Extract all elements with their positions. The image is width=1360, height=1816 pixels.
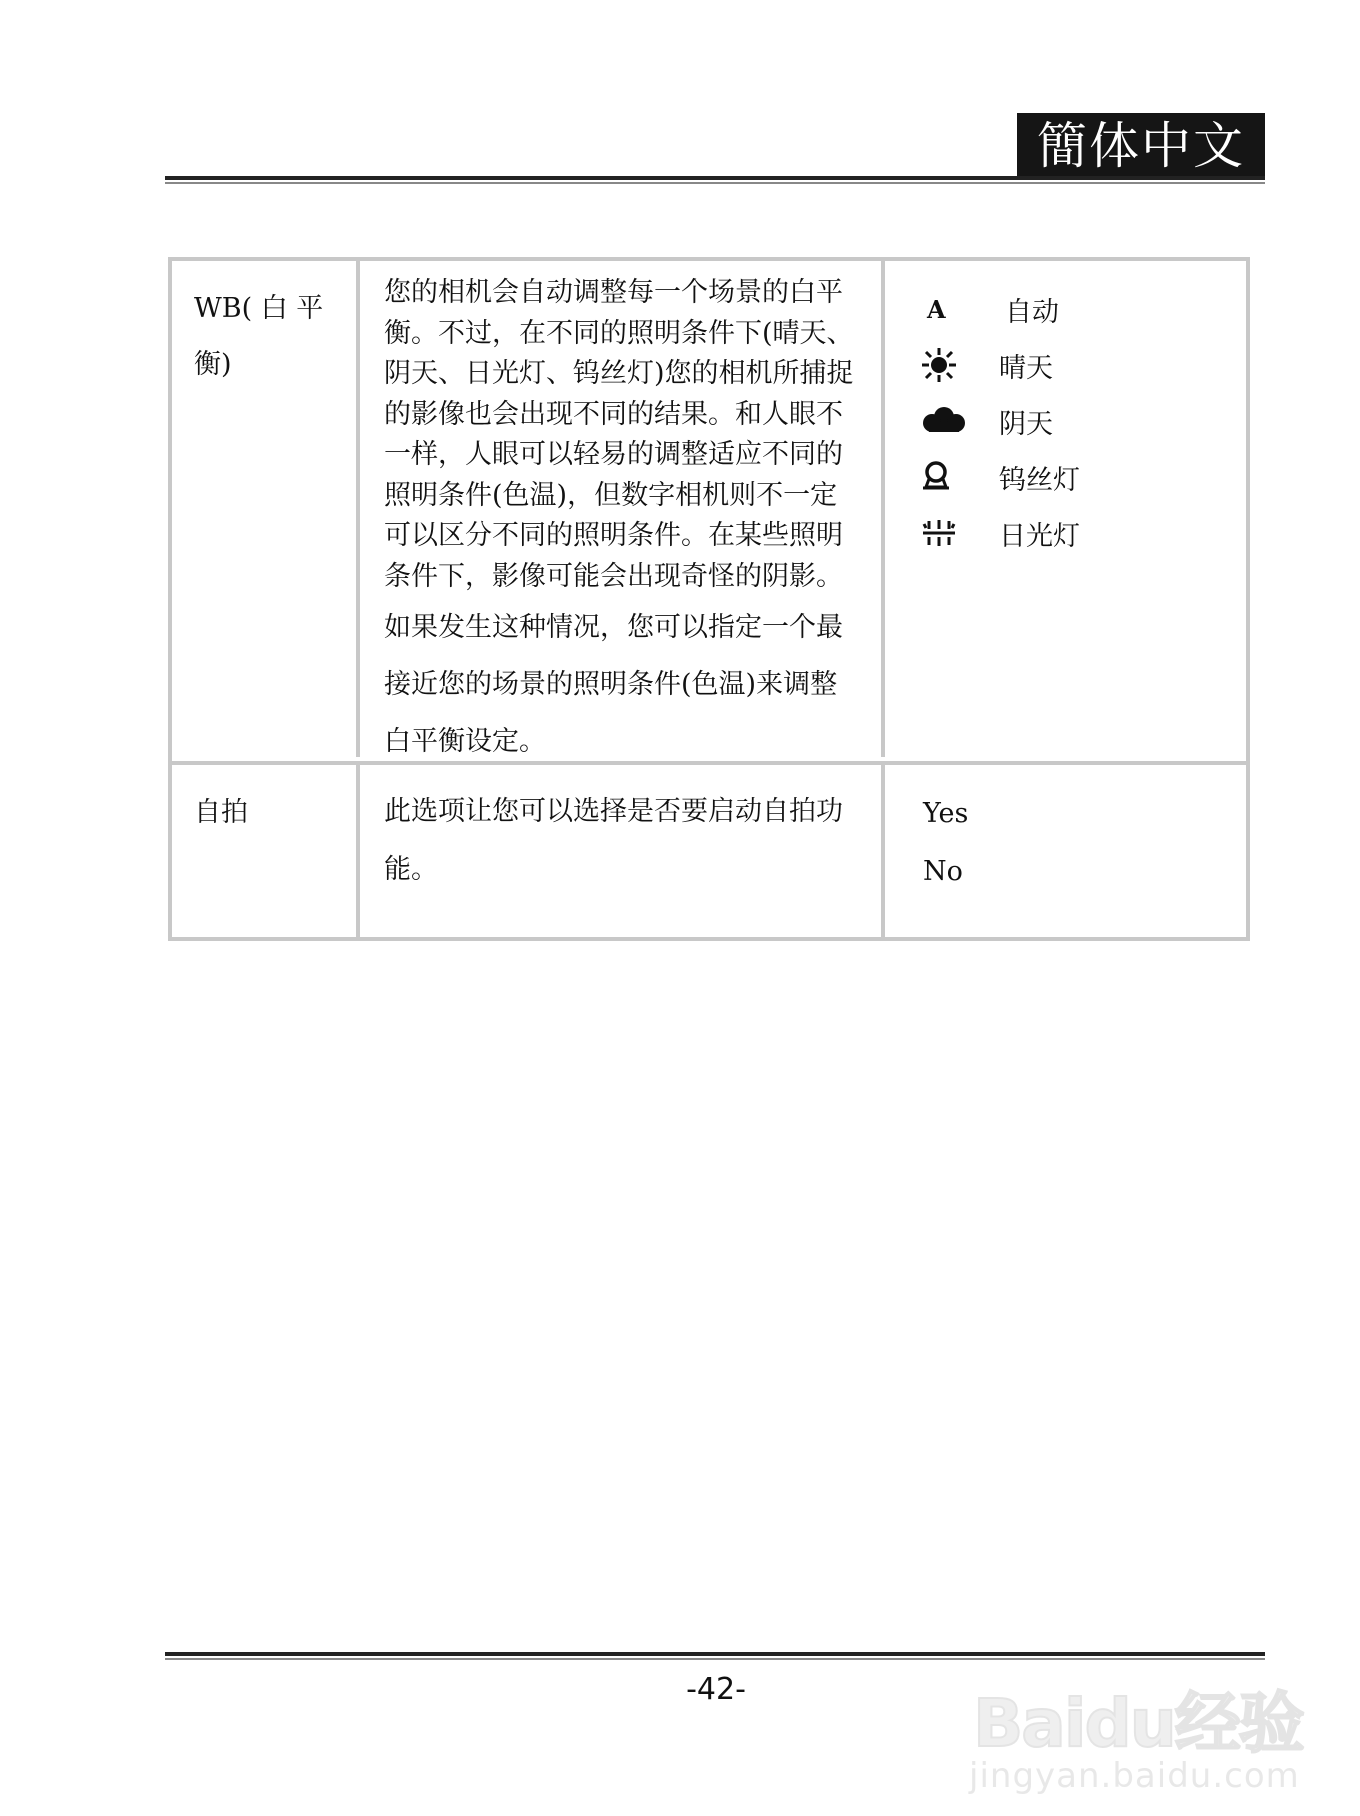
option-auto: [921, 281, 1246, 337]
description-line: 条件下，影像可能会出现奇怪的阴影。: [384, 560, 843, 592]
description-line: 能。: [384, 854, 438, 885]
option-yes: Yes: [923, 798, 969, 829]
header-rule: [165, 176, 1265, 180]
description-line: 照明条件(色温)，但数字相机则不一定: [384, 479, 838, 511]
option-label: 自动: [1005, 296, 1059, 328]
option-label: 阴天: [999, 408, 1053, 440]
sun-icon: [921, 347, 999, 383]
option-no: No: [923, 856, 963, 887]
options-cell: [885, 261, 1246, 757]
option-tungsten: [921, 449, 1246, 505]
description-line: 您的相机会自动调整每一个场景的白平: [384, 277, 843, 308]
page-number: -42-: [686, 1672, 746, 1707]
description-line: 接近您的场景的照明条件(色温)来调整: [384, 669, 838, 700]
description-line: 的影像也会出现不同的结果。和人眼不: [384, 398, 843, 430]
setting-name: 自拍: [194, 797, 248, 828]
bulb-icon: [921, 460, 999, 494]
header-rule-shadow: [165, 182, 1265, 184]
language-tab: 簡体中文: [1017, 113, 1265, 179]
description-line: 如果发生这种情况，您可以指定一个最: [384, 612, 843, 643]
option-label: 钨丝灯: [999, 464, 1080, 496]
setting-name: WB( 白 平 衡): [194, 293, 324, 380]
description-line: 衡。不过，在不同的照明条件下(晴天、: [384, 317, 854, 349]
description-paragraph: [384, 273, 863, 597]
option-fluorescent: [921, 505, 1246, 561]
setting-name-cell: [172, 765, 360, 941]
fluorescent-icon: [921, 518, 999, 548]
description-line: 此选项让您可以选择是否要启动自拍功: [384, 796, 843, 827]
option-label: 晴天: [999, 352, 1053, 384]
description-line: 一样，人眼可以轻易的调整适应不同的: [384, 439, 843, 470]
option-label: 日光灯: [999, 520, 1080, 552]
cloud-icon: [921, 406, 999, 436]
setting-name-cell: [172, 261, 360, 757]
watermark-url: jingyan.baidu.com: [969, 1756, 1300, 1796]
options-cell: [885, 765, 1246, 941]
option-sunny: [921, 337, 1246, 393]
watermark-logo: Baidu经验: [973, 1685, 1303, 1762]
table-row-wb: [172, 261, 1246, 757]
settings-table: [168, 257, 1250, 941]
option-cloudy: [921, 393, 1246, 449]
description-line: 可以区分不同的照明条件。在某些照明: [384, 520, 843, 551]
description-line: 阴天、日光灯、钨丝灯)您的相机所捕捉: [384, 358, 854, 389]
baidu-watermark: [965, 1628, 1305, 1808]
description-line: 白平衡设定。: [384, 726, 546, 757]
description-cell: [360, 765, 885, 941]
auto-A-icon: A: [927, 294, 946, 324]
description-paragraph-2: [384, 599, 863, 770]
table-row-self-timer: [172, 761, 1246, 941]
description-cell: [360, 261, 885, 757]
